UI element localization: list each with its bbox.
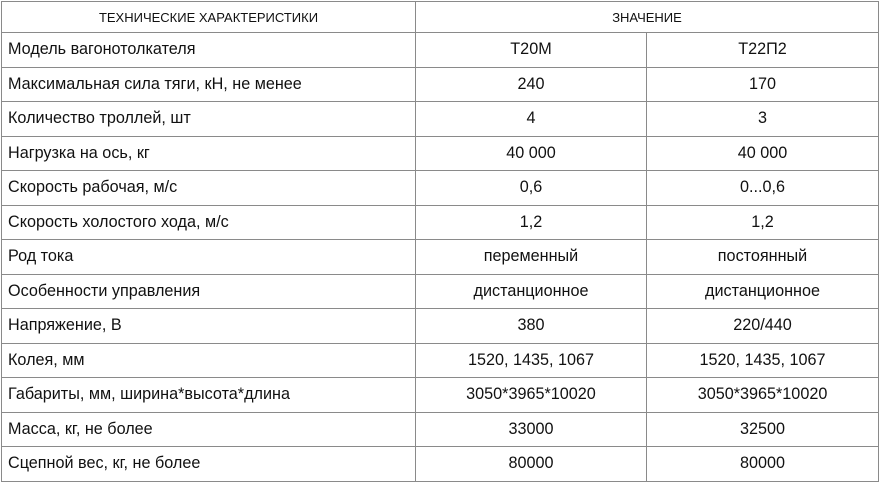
row-label: Масса, кг, не более (2, 412, 416, 447)
value-t22p2: 1,2 (647, 205, 879, 240)
row-label: Габариты, мм, ширина*высота*длина (2, 378, 416, 413)
value-t22p2: Т22П2 (647, 33, 879, 68)
value-t20m: 0,6 (416, 171, 647, 206)
table-row (2, 67, 879, 102)
value-t22p2: дистанционное (647, 274, 879, 309)
value-t22p2: 80000 (647, 447, 879, 482)
value-t22p2: 32500 (647, 412, 879, 447)
value-t20m: Т20М (416, 33, 647, 68)
row-label: Максимальная сила тяги, кН, не менее (2, 67, 416, 102)
table-row (2, 171, 879, 206)
row-label: Скорость холостого хода, м/с (2, 205, 416, 240)
value-t20m: переменный (416, 240, 647, 275)
table-row (2, 205, 879, 240)
value-t20m: 3050*3965*10020 (416, 378, 647, 413)
table-header-row (2, 2, 879, 33)
header-value: ЗНАЧЕНИЕ (416, 2, 879, 33)
value-t20m: 380 (416, 309, 647, 344)
table-row (2, 274, 879, 309)
value-t20m: 240 (416, 67, 647, 102)
value-t20m: дистанционное (416, 274, 647, 309)
value-t22p2: 220/440 (647, 309, 879, 344)
value-t20m: 33000 (416, 412, 647, 447)
value-t20m: 1520, 1435, 1067 (416, 343, 647, 378)
specifications-table (1, 1, 879, 482)
table-row (2, 412, 879, 447)
header-characteristics: ТЕХНИЧЕСКИЕ ХАРАКТЕРИСТИКИ (2, 2, 416, 33)
value-t20m: 4 (416, 102, 647, 137)
value-t20m: 80000 (416, 447, 647, 482)
row-label: Модель вагонотолкателя (2, 33, 416, 68)
value-t22p2: 1520, 1435, 1067 (647, 343, 879, 378)
row-label: Нагрузка на ось, кг (2, 136, 416, 171)
value-t22p2: постоянный (647, 240, 879, 275)
value-t22p2: 170 (647, 67, 879, 102)
table-row (2, 378, 879, 413)
table-row (2, 240, 879, 275)
table-row (2, 447, 879, 482)
value-t22p2: 3 (647, 102, 879, 137)
table-row (2, 136, 879, 171)
row-label: Напряжение, В (2, 309, 416, 344)
table-row (2, 102, 879, 137)
row-label: Особенности управления (2, 274, 416, 309)
row-label: Колея, мм (2, 343, 416, 378)
value-t22p2: 40 000 (647, 136, 879, 171)
row-label: Количество троллей, шт (2, 102, 416, 137)
table-row (2, 309, 879, 344)
value-t20m: 1,2 (416, 205, 647, 240)
table-row (2, 33, 879, 68)
value-t20m: 40 000 (416, 136, 647, 171)
row-label: Сцепной вес, кг, не более (2, 447, 416, 482)
value-t22p2: 0...0,6 (647, 171, 879, 206)
row-label: Род тока (2, 240, 416, 275)
value-t22p2: 3050*3965*10020 (647, 378, 879, 413)
table-row (2, 343, 879, 378)
row-label: Скорость рабочая, м/с (2, 171, 416, 206)
